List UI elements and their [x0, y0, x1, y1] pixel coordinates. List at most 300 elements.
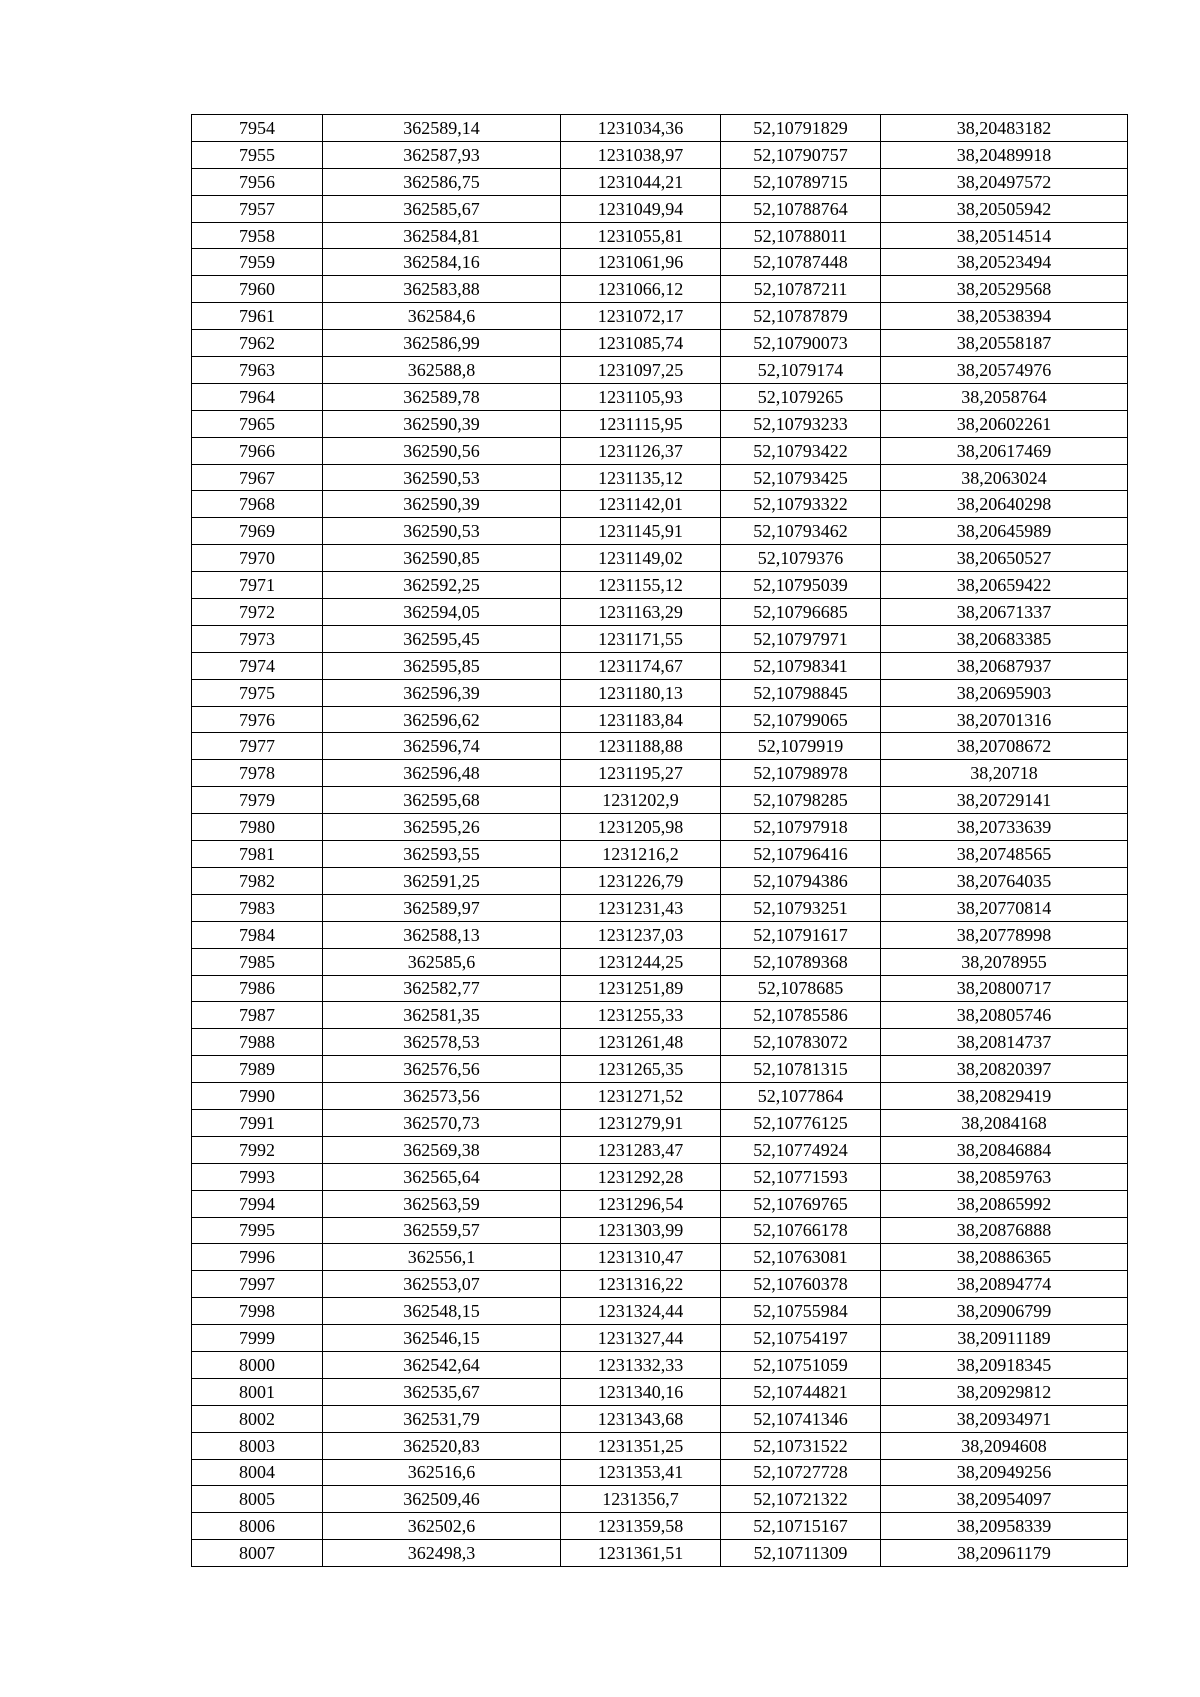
y-coordinate-cell: 1231105,93 [561, 383, 721, 410]
latitude-cell: 52,1079265 [721, 383, 881, 410]
latitude-cell: 52,10721322 [721, 1486, 881, 1513]
table-row [192, 1083, 1128, 1110]
latitude-cell: 52,10787211 [721, 276, 881, 303]
x-coordinate-cell: 362573,56 [323, 1083, 561, 1110]
table-row [192, 1459, 1128, 1486]
longitude-cell: 38,20770814 [881, 894, 1128, 921]
latitude-cell: 52,10766178 [721, 1217, 881, 1244]
longitude-cell: 38,20829419 [881, 1083, 1128, 1110]
table-row [192, 814, 1128, 841]
table-row [192, 1325, 1128, 1352]
point-number-cell: 7974 [192, 652, 323, 679]
y-coordinate-cell: 1231353,41 [561, 1459, 721, 1486]
table-row [192, 276, 1128, 303]
point-number-cell: 7959 [192, 249, 323, 276]
point-number-cell: 7998 [192, 1298, 323, 1325]
latitude-cell: 52,10793251 [721, 894, 881, 921]
x-coordinate-cell: 362502,6 [323, 1513, 561, 1540]
latitude-cell: 52,10776125 [721, 1109, 881, 1136]
x-coordinate-cell: 362589,14 [323, 115, 561, 142]
y-coordinate-cell: 1231292,28 [561, 1163, 721, 1190]
y-coordinate-cell: 1231205,98 [561, 814, 721, 841]
longitude-cell: 38,2058764 [881, 383, 1128, 410]
longitude-cell: 38,20640298 [881, 491, 1128, 518]
latitude-cell: 52,10715167 [721, 1513, 881, 1540]
point-number-cell: 7963 [192, 357, 323, 384]
x-coordinate-cell: 362588,8 [323, 357, 561, 384]
point-number-cell: 7954 [192, 115, 323, 142]
x-coordinate-cell: 362591,25 [323, 867, 561, 894]
point-number-cell: 7977 [192, 733, 323, 760]
x-coordinate-cell: 362516,6 [323, 1459, 561, 1486]
y-coordinate-cell: 1231180,13 [561, 679, 721, 706]
y-coordinate-cell: 1231279,91 [561, 1109, 721, 1136]
y-coordinate-cell: 1231149,02 [561, 545, 721, 572]
x-coordinate-cell: 362590,85 [323, 545, 561, 572]
x-coordinate-cell: 362590,53 [323, 464, 561, 491]
longitude-cell: 38,20505942 [881, 195, 1128, 222]
table-row [192, 518, 1128, 545]
x-coordinate-cell: 362595,26 [323, 814, 561, 841]
point-number-cell: 7957 [192, 195, 323, 222]
y-coordinate-cell: 1231361,51 [561, 1540, 721, 1567]
longitude-cell: 38,20954097 [881, 1486, 1128, 1513]
point-number-cell: 8003 [192, 1432, 323, 1459]
table-row [192, 168, 1128, 195]
x-coordinate-cell: 362570,73 [323, 1109, 561, 1136]
x-coordinate-cell: 362569,38 [323, 1136, 561, 1163]
longitude-cell: 38,20701316 [881, 706, 1128, 733]
latitude-cell: 52,10790757 [721, 141, 881, 168]
latitude-cell: 52,10798845 [721, 679, 881, 706]
longitude-cell: 38,20659422 [881, 572, 1128, 599]
x-coordinate-cell: 362583,88 [323, 276, 561, 303]
point-number-cell: 7967 [192, 464, 323, 491]
x-coordinate-cell: 362585,67 [323, 195, 561, 222]
latitude-cell: 52,10741346 [721, 1405, 881, 1432]
point-number-cell: 7961 [192, 303, 323, 330]
y-coordinate-cell: 1231216,2 [561, 841, 721, 868]
longitude-cell: 38,20805746 [881, 1002, 1128, 1029]
x-coordinate-cell: 362556,1 [323, 1244, 561, 1271]
latitude-cell: 52,10799065 [721, 706, 881, 733]
point-number-cell: 7982 [192, 867, 323, 894]
table-row [192, 1298, 1128, 1325]
latitude-cell: 52,10797918 [721, 814, 881, 841]
x-coordinate-cell: 362546,15 [323, 1325, 561, 1352]
x-coordinate-cell: 362590,39 [323, 410, 561, 437]
y-coordinate-cell: 1231324,44 [561, 1298, 721, 1325]
point-number-cell: 8001 [192, 1378, 323, 1405]
x-coordinate-cell: 362592,25 [323, 572, 561, 599]
x-coordinate-cell: 362596,74 [323, 733, 561, 760]
longitude-cell: 38,20929812 [881, 1378, 1128, 1405]
y-coordinate-cell: 1231255,33 [561, 1002, 721, 1029]
longitude-cell: 38,20814737 [881, 1029, 1128, 1056]
y-coordinate-cell: 1231174,67 [561, 652, 721, 679]
y-coordinate-cell: 1231283,47 [561, 1136, 721, 1163]
y-coordinate-cell: 1231244,25 [561, 948, 721, 975]
longitude-cell: 38,20645989 [881, 518, 1128, 545]
latitude-cell: 52,1078685 [721, 975, 881, 1002]
table-row [192, 1109, 1128, 1136]
longitude-cell: 38,20558187 [881, 330, 1128, 357]
table-row [192, 491, 1128, 518]
table-row [192, 841, 1128, 868]
latitude-cell: 52,10774924 [721, 1136, 881, 1163]
x-coordinate-cell: 362509,46 [323, 1486, 561, 1513]
longitude-cell: 38,20906799 [881, 1298, 1128, 1325]
point-number-cell: 7964 [192, 383, 323, 410]
longitude-cell: 38,20695903 [881, 679, 1128, 706]
latitude-cell: 52,10771593 [721, 1163, 881, 1190]
point-number-cell: 7995 [192, 1217, 323, 1244]
y-coordinate-cell: 1231303,99 [561, 1217, 721, 1244]
x-coordinate-cell: 362593,55 [323, 841, 561, 868]
point-number-cell: 8007 [192, 1540, 323, 1567]
x-coordinate-cell: 362589,97 [323, 894, 561, 921]
table-row [192, 679, 1128, 706]
x-coordinate-cell: 362595,45 [323, 625, 561, 652]
latitude-cell: 52,10787879 [721, 303, 881, 330]
latitude-cell: 52,10755984 [721, 1298, 881, 1325]
point-number-cell: 7971 [192, 572, 323, 599]
y-coordinate-cell: 1231202,9 [561, 787, 721, 814]
latitude-cell: 52,10794386 [721, 867, 881, 894]
table-row [192, 1163, 1128, 1190]
table-row [192, 1405, 1128, 1432]
y-coordinate-cell: 1231155,12 [561, 572, 721, 599]
point-number-cell: 8005 [192, 1486, 323, 1513]
table-row [192, 303, 1128, 330]
x-coordinate-cell: 362565,64 [323, 1163, 561, 1190]
longitude-cell: 38,20865992 [881, 1190, 1128, 1217]
longitude-cell: 38,2078955 [881, 948, 1128, 975]
latitude-cell: 52,10727728 [721, 1459, 881, 1486]
latitude-cell: 52,10789368 [721, 948, 881, 975]
y-coordinate-cell: 1231049,94 [561, 195, 721, 222]
y-coordinate-cell: 1231359,58 [561, 1513, 721, 1540]
y-coordinate-cell: 1231327,44 [561, 1325, 721, 1352]
latitude-cell: 52,10751059 [721, 1351, 881, 1378]
x-coordinate-cell: 362587,93 [323, 141, 561, 168]
longitude-cell: 38,20729141 [881, 787, 1128, 814]
latitude-cell: 52,10793425 [721, 464, 881, 491]
latitude-cell: 52,10793422 [721, 437, 881, 464]
point-number-cell: 7965 [192, 410, 323, 437]
table-row [192, 437, 1128, 464]
y-coordinate-cell: 1231265,35 [561, 1056, 721, 1083]
longitude-cell: 38,20514514 [881, 222, 1128, 249]
x-coordinate-cell: 362586,99 [323, 330, 561, 357]
longitude-cell: 38,20574976 [881, 357, 1128, 384]
point-number-cell: 7986 [192, 975, 323, 1002]
point-number-cell: 7975 [192, 679, 323, 706]
y-coordinate-cell: 1231142,01 [561, 491, 721, 518]
longitude-cell: 38,20687937 [881, 652, 1128, 679]
latitude-cell: 52,10789715 [721, 168, 881, 195]
x-coordinate-cell: 362535,67 [323, 1378, 561, 1405]
y-coordinate-cell: 1231135,12 [561, 464, 721, 491]
y-coordinate-cell: 1231343,68 [561, 1405, 721, 1432]
point-number-cell: 7980 [192, 814, 323, 841]
x-coordinate-cell: 362520,83 [323, 1432, 561, 1459]
latitude-cell: 52,10796685 [721, 599, 881, 626]
point-number-cell: 7984 [192, 921, 323, 948]
table-row [192, 1486, 1128, 1513]
table-row [192, 115, 1128, 142]
x-coordinate-cell: 362590,39 [323, 491, 561, 518]
longitude-cell: 38,20911189 [881, 1325, 1128, 1352]
latitude-cell: 52,1079376 [721, 545, 881, 572]
x-coordinate-cell: 362585,6 [323, 948, 561, 975]
table-row [192, 706, 1128, 733]
y-coordinate-cell: 1231195,27 [561, 760, 721, 787]
table-row [192, 1190, 1128, 1217]
point-number-cell: 8000 [192, 1351, 323, 1378]
point-number-cell: 7955 [192, 141, 323, 168]
y-coordinate-cell: 1231261,48 [561, 1029, 721, 1056]
x-coordinate-cell: 362590,53 [323, 518, 561, 545]
table-row [192, 1244, 1128, 1271]
x-coordinate-cell: 362576,56 [323, 1056, 561, 1083]
latitude-cell: 52,10744821 [721, 1378, 881, 1405]
point-number-cell: 7992 [192, 1136, 323, 1163]
longitude-cell: 38,20497572 [881, 168, 1128, 195]
y-coordinate-cell: 1231061,96 [561, 249, 721, 276]
point-number-cell: 8002 [192, 1405, 323, 1432]
table-row [192, 867, 1128, 894]
latitude-cell: 52,10754197 [721, 1325, 881, 1352]
point-number-cell: 7996 [192, 1244, 323, 1271]
table-row [192, 330, 1128, 357]
latitude-cell: 52,10795039 [721, 572, 881, 599]
table-row [192, 1513, 1128, 1540]
point-number-cell: 7958 [192, 222, 323, 249]
x-coordinate-cell: 362563,59 [323, 1190, 561, 1217]
longitude-cell: 38,20617469 [881, 437, 1128, 464]
x-coordinate-cell: 362581,35 [323, 1002, 561, 1029]
x-coordinate-cell: 362589,78 [323, 383, 561, 410]
point-number-cell: 7978 [192, 760, 323, 787]
longitude-cell: 38,20538394 [881, 303, 1128, 330]
table-row [192, 195, 1128, 222]
table-row [192, 545, 1128, 572]
table-row [192, 141, 1128, 168]
table-row [192, 1136, 1128, 1163]
table-row [192, 357, 1128, 384]
longitude-cell: 38,20846884 [881, 1136, 1128, 1163]
point-number-cell: 7990 [192, 1083, 323, 1110]
x-coordinate-cell: 362588,13 [323, 921, 561, 948]
point-number-cell: 7973 [192, 625, 323, 652]
point-number-cell: 7999 [192, 1325, 323, 1352]
longitude-cell: 38,20918345 [881, 1351, 1128, 1378]
x-coordinate-cell: 362584,81 [323, 222, 561, 249]
x-coordinate-cell: 362596,39 [323, 679, 561, 706]
longitude-cell: 38,20934971 [881, 1405, 1128, 1432]
point-number-cell: 7976 [192, 706, 323, 733]
latitude-cell: 52,10791829 [721, 115, 881, 142]
y-coordinate-cell: 1231316,22 [561, 1271, 721, 1298]
x-coordinate-cell: 362498,3 [323, 1540, 561, 1567]
longitude-cell: 38,20778998 [881, 921, 1128, 948]
x-coordinate-cell: 362596,48 [323, 760, 561, 787]
point-number-cell: 7993 [192, 1163, 323, 1190]
y-coordinate-cell: 1231126,37 [561, 437, 721, 464]
coordinates-table [191, 114, 1128, 1567]
point-number-cell: 7981 [192, 841, 323, 868]
latitude-cell: 52,10769765 [721, 1190, 881, 1217]
y-coordinate-cell: 1231251,89 [561, 975, 721, 1002]
latitude-cell: 52,10783072 [721, 1029, 881, 1056]
x-coordinate-cell: 362584,6 [323, 303, 561, 330]
table-row [192, 894, 1128, 921]
longitude-cell: 38,20876888 [881, 1217, 1128, 1244]
latitude-cell: 52,1079174 [721, 357, 881, 384]
longitude-cell: 38,2063024 [881, 464, 1128, 491]
longitude-cell: 38,20708672 [881, 733, 1128, 760]
x-coordinate-cell: 362531,79 [323, 1405, 561, 1432]
y-coordinate-cell: 1231310,47 [561, 1244, 721, 1271]
table-row [192, 599, 1128, 626]
x-coordinate-cell: 362578,53 [323, 1029, 561, 1056]
latitude-cell: 52,10793462 [721, 518, 881, 545]
longitude-cell: 38,20671337 [881, 599, 1128, 626]
point-number-cell: 7968 [192, 491, 323, 518]
latitude-cell: 52,10787448 [721, 249, 881, 276]
point-number-cell: 7983 [192, 894, 323, 921]
longitude-cell: 38,20949256 [881, 1459, 1128, 1486]
y-coordinate-cell: 1231055,81 [561, 222, 721, 249]
table-row [192, 625, 1128, 652]
y-coordinate-cell: 1231163,29 [561, 599, 721, 626]
latitude-cell: 52,1077864 [721, 1083, 881, 1110]
table-row [192, 1271, 1128, 1298]
table-row [192, 1056, 1128, 1083]
point-number-cell: 7960 [192, 276, 323, 303]
longitude-cell: 38,2094608 [881, 1432, 1128, 1459]
longitude-cell: 38,2084168 [881, 1109, 1128, 1136]
longitude-cell: 38,20529568 [881, 276, 1128, 303]
latitude-cell: 52,10760378 [721, 1271, 881, 1298]
table-row [192, 787, 1128, 814]
table-row [192, 921, 1128, 948]
point-number-cell: 7966 [192, 437, 323, 464]
x-coordinate-cell: 362590,56 [323, 437, 561, 464]
latitude-cell: 52,10788011 [721, 222, 881, 249]
y-coordinate-cell: 1231145,91 [561, 518, 721, 545]
longitude-cell: 38,20958339 [881, 1513, 1128, 1540]
latitude-cell: 52,10793322 [721, 491, 881, 518]
latitude-cell: 52,10791617 [721, 921, 881, 948]
point-number-cell: 8006 [192, 1513, 323, 1540]
latitude-cell: 52,10797971 [721, 625, 881, 652]
point-number-cell: 7972 [192, 599, 323, 626]
point-number-cell: 7997 [192, 1271, 323, 1298]
longitude-cell: 38,20683385 [881, 625, 1128, 652]
y-coordinate-cell: 1231171,55 [561, 625, 721, 652]
latitude-cell: 52,10798978 [721, 760, 881, 787]
latitude-cell: 52,10793233 [721, 410, 881, 437]
y-coordinate-cell: 1231188,88 [561, 733, 721, 760]
point-number-cell: 7987 [192, 1002, 323, 1029]
y-coordinate-cell: 1231237,03 [561, 921, 721, 948]
x-coordinate-cell: 362548,15 [323, 1298, 561, 1325]
table-row [192, 383, 1128, 410]
table-row [192, 975, 1128, 1002]
latitude-cell: 52,10788764 [721, 195, 881, 222]
point-number-cell: 7985 [192, 948, 323, 975]
x-coordinate-cell: 362586,75 [323, 168, 561, 195]
x-coordinate-cell: 362559,57 [323, 1217, 561, 1244]
table-row [192, 1378, 1128, 1405]
latitude-cell: 52,10798285 [721, 787, 881, 814]
latitude-cell: 52,10798341 [721, 652, 881, 679]
y-coordinate-cell: 1231231,43 [561, 894, 721, 921]
y-coordinate-cell: 1231097,25 [561, 357, 721, 384]
x-coordinate-cell: 362595,68 [323, 787, 561, 814]
longitude-cell: 38,20764035 [881, 867, 1128, 894]
table-row [192, 249, 1128, 276]
y-coordinate-cell: 1231085,74 [561, 330, 721, 357]
table-row [192, 733, 1128, 760]
y-coordinate-cell: 1231332,33 [561, 1351, 721, 1378]
point-number-cell: 7988 [192, 1029, 323, 1056]
x-coordinate-cell: 362542,64 [323, 1351, 561, 1378]
table-row [192, 410, 1128, 437]
point-number-cell: 7994 [192, 1190, 323, 1217]
longitude-cell: 38,20523494 [881, 249, 1128, 276]
latitude-cell: 52,10763081 [721, 1244, 881, 1271]
table-row [192, 464, 1128, 491]
longitude-cell: 38,20733639 [881, 814, 1128, 841]
y-coordinate-cell: 1231356,7 [561, 1486, 721, 1513]
coordinates-table-body [192, 115, 1128, 1567]
longitude-cell: 38,20961179 [881, 1540, 1128, 1567]
longitude-cell: 38,20894774 [881, 1271, 1128, 1298]
x-coordinate-cell: 362595,85 [323, 652, 561, 679]
table-row [192, 1351, 1128, 1378]
y-coordinate-cell: 1231340,16 [561, 1378, 721, 1405]
point-number-cell: 8004 [192, 1459, 323, 1486]
point-number-cell: 7991 [192, 1109, 323, 1136]
y-coordinate-cell: 1231044,21 [561, 168, 721, 195]
table-row [192, 1432, 1128, 1459]
point-number-cell: 7962 [192, 330, 323, 357]
y-coordinate-cell: 1231226,79 [561, 867, 721, 894]
latitude-cell: 52,10731522 [721, 1432, 881, 1459]
latitude-cell: 52,10711309 [721, 1540, 881, 1567]
y-coordinate-cell: 1231115,95 [561, 410, 721, 437]
longitude-cell: 38,20748565 [881, 841, 1128, 868]
latitude-cell: 52,1079919 [721, 733, 881, 760]
longitude-cell: 38,20489918 [881, 141, 1128, 168]
table-row [192, 222, 1128, 249]
latitude-cell: 52,10785586 [721, 1002, 881, 1029]
table-row [192, 1029, 1128, 1056]
y-coordinate-cell: 1231183,84 [561, 706, 721, 733]
y-coordinate-cell: 1231072,17 [561, 303, 721, 330]
latitude-cell: 52,10796416 [721, 841, 881, 868]
table-row [192, 572, 1128, 599]
y-coordinate-cell: 1231351,25 [561, 1432, 721, 1459]
table-row [192, 948, 1128, 975]
x-coordinate-cell: 362553,07 [323, 1271, 561, 1298]
table-row [192, 760, 1128, 787]
latitude-cell: 52,10790073 [721, 330, 881, 357]
y-coordinate-cell: 1231271,52 [561, 1083, 721, 1110]
